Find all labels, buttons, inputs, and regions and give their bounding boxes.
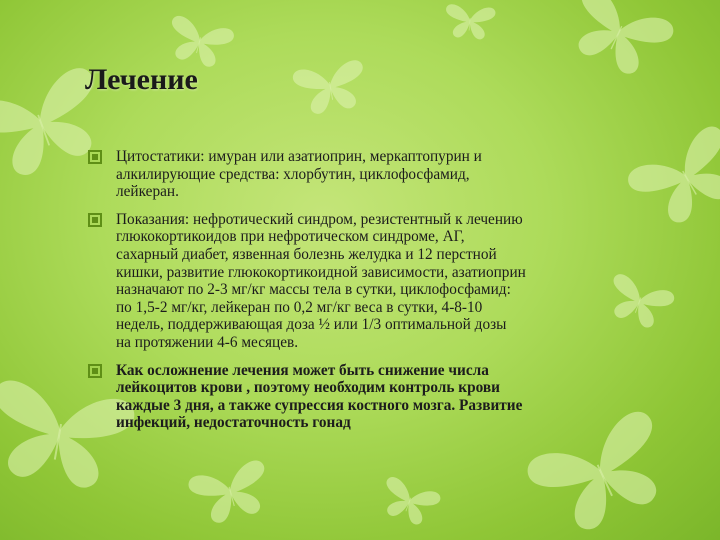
bullet-text-line: лейкеран. — [116, 183, 179, 201]
bullet-text-line: недель, поддерживающая доза ½ или 1/3 оптимальной дозы — [116, 316, 507, 334]
butterfly-icon — [292, 59, 370, 117]
butterfly-icon — [559, 0, 676, 84]
butterfly-icon — [444, 4, 496, 41]
list-item — [88, 362, 648, 432]
bullet-text-line: Цитостатики: имуран или азатиоприн, меркаптопурин и — [116, 148, 482, 165]
bullet-text-line: инфекций, недостаточность гонад — [116, 414, 351, 432]
list-item — [88, 211, 648, 352]
bullet-text-line: на протяжении 4-6 месяцев. — [116, 333, 299, 351]
bullet-text-line: кишки, развитие глюкокортикоидной зависимости, азатиоприн — [116, 263, 526, 281]
square-bullet-icon — [88, 364, 102, 378]
bullet-text-line: глюкокортикоидов при нефротическом синдроме, АГ, — [116, 228, 465, 246]
square-bullet-icon — [88, 213, 102, 227]
bullet-list — [88, 148, 648, 442]
list-item — [88, 148, 648, 201]
bullet-text-line: алкилирующие средства: хлорбутин, циклофосфамид, — [116, 165, 470, 183]
bullet-text-line: по 1,5-2 мг/кг, лейкеран по 0,2 мг/кг веса в сутки, 4-8-10 — [116, 298, 483, 316]
bullet-text-line: лейкоцитов крови , поэтому необходим контроль крови — [116, 379, 500, 397]
slide-title: Лечение — [85, 63, 198, 96]
bullet-text-line: назначают по 2-3 мг/кг массы тела в сутки, циклофосфамид: — [116, 281, 511, 299]
bullet-text-line: Показания: нефротический синдром, резистентный к лечению — [116, 210, 523, 228]
bullet-text-line: каждые 3 дня, а также супрессия костного мозга. Развитие — [116, 396, 523, 414]
butterfly-icon — [376, 475, 442, 529]
bullet-text-line: Как осложнение лечения может быть снижение числа — [116, 361, 489, 379]
square-bullet-icon — [88, 150, 102, 164]
bullet-text-line: сахарный диабет, язвенная болезнь желудка и 12 перстной — [116, 245, 497, 263]
butterfly-icon — [187, 458, 276, 528]
